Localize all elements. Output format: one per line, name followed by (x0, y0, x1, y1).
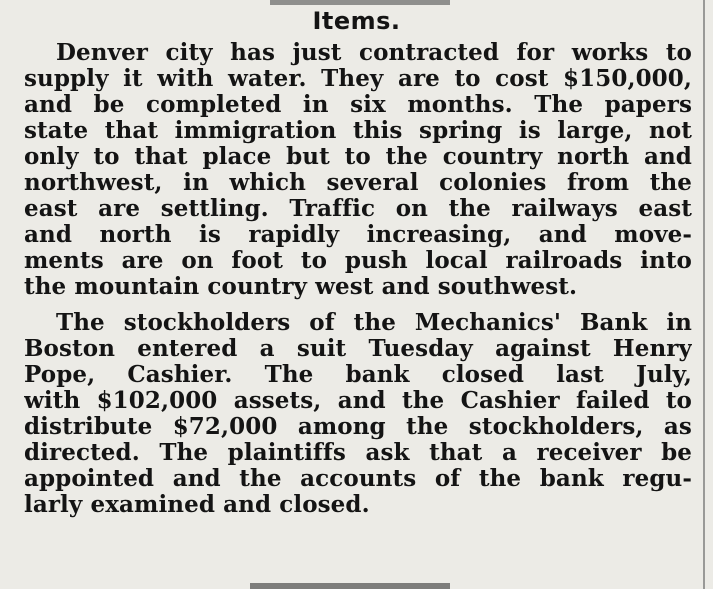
paragraph-1 (24, 40, 692, 300)
text-line: state that immigration this spring is large, not (24, 118, 692, 144)
text-line: Boston entered a suit Tuesday against Henry (24, 336, 692, 362)
text-line: and be completed in six months. The papers (24, 92, 692, 118)
text-line: supply it with water. They are to cost $150,000, (24, 66, 692, 92)
article-title: Items. (312, 7, 401, 35)
text-line: Denver city has just contracted for works to (56, 40, 692, 66)
text-line: Pope, Cashier. The bank closed last July, (24, 362, 692, 388)
bottom-rule (250, 583, 450, 589)
paragraph-2 (24, 310, 692, 518)
text-line: with $102,000 assets, and the Cashier failed to (24, 388, 692, 414)
text-line: appointed and the accounts of the bank regu- (24, 466, 692, 492)
article-body (24, 40, 692, 518)
text-line: the mountain country west and southwest. (24, 274, 578, 300)
text-line: larly examined and closed. (24, 492, 370, 518)
text-line: and north is rapidly increasing, and move- (24, 222, 692, 248)
text-line: northwest, in which several colonies from the (24, 170, 692, 196)
column-divider (703, 0, 705, 589)
text-line: east are settling. Traffic on the railways east (24, 196, 692, 222)
text-line: directed. The plaintiffs ask that a receiver be (24, 440, 692, 466)
text-line: distribute $72,000 among the stockholders, as (24, 414, 692, 440)
text-line: only to that place but to the country north and (24, 144, 692, 170)
text-line: ments are on foot to push local railroads into (24, 248, 692, 274)
top-rule (270, 0, 450, 5)
text-line: The stockholders of the Mechanics' Bank in (56, 310, 692, 336)
